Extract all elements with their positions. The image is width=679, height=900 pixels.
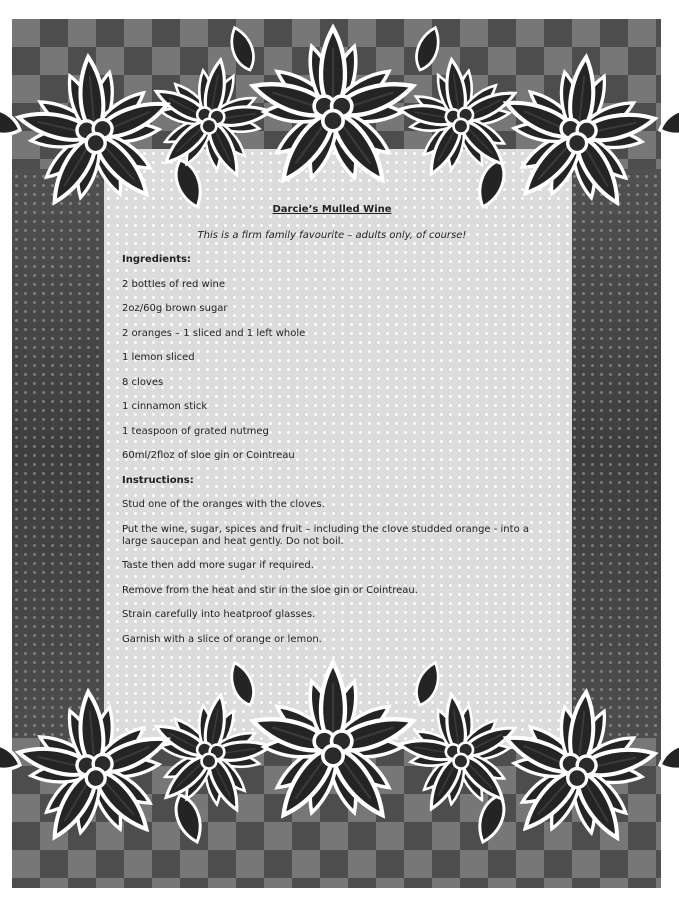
instructions-list	[122, 499, 542, 646]
instruction-step: Put the wine, sugar, spices and fruit – including the clove studded orange - into a large saucepan and heat gently. Do not boil.	[122, 523, 529, 547]
poinsettia-icon	[493, 684, 663, 848]
poinsettia-icon	[11, 685, 179, 846]
poinsettia-icon	[392, 51, 528, 182]
leaf-icon	[226, 659, 259, 708]
ingredient-item: 8 cloves	[122, 376, 164, 388]
instruction-step: Taste then add more sugar if required.	[122, 560, 314, 571]
instruction-step: Stud one of the oranges with the cloves.	[122, 499, 325, 510]
leaf-icon	[473, 791, 510, 845]
poinsettia-icon	[249, 28, 416, 187]
leaf-icon	[656, 100, 679, 141]
ingredient-item: 1 cinnamon stick	[122, 401, 208, 412]
ingredients-heading: Ingredients:	[122, 254, 191, 265]
poinsettia-icon	[11, 50, 179, 211]
leaf-icon	[411, 659, 444, 708]
poinsettia-icon	[141, 50, 280, 185]
instruction-step: Garnish with a slice of orange or lemon.	[122, 633, 322, 645]
leaf-icon	[473, 156, 510, 210]
leaf-icon	[411, 24, 444, 73]
ingredient-item: 2 oranges – 1 sliced and 1 left whole	[122, 327, 306, 339]
recipe-intro: This is a firm family favourite – adults only, of course!	[197, 230, 467, 241]
poinsettia-garland-bottom	[0, 645, 679, 875]
leaf-icon	[226, 24, 259, 73]
leaf-icon	[170, 791, 207, 845]
recipe-content	[122, 204, 542, 646]
leaf-icon	[656, 735, 679, 776]
ingredient-item: 2 bottles of red wine	[122, 278, 226, 290]
leaf-icon	[170, 156, 207, 210]
ingredient-item: 1 lemon sliced	[122, 352, 195, 363]
ingredient-item: 60ml/2floz of sloe gin or Cointreau	[122, 450, 295, 461]
poinsettia-icon	[392, 686, 528, 817]
instruction-step: Strain carefully into heatproof glasses.	[122, 609, 316, 620]
ingredient-item: 1 teaspoon of grated nutmeg	[122, 425, 269, 437]
recipe-title: Darcie’s Mulled Wine	[272, 204, 392, 215]
ingredients-list	[122, 279, 542, 463]
poinsettia-icon	[141, 685, 280, 820]
poinsettia-icon	[493, 49, 663, 213]
ingredient-item: 2oz/60g brown sugar	[122, 303, 228, 314]
poinsettia-icon	[249, 663, 416, 822]
instruction-step: Remove from the heat and stir in the sloe gin or Cointreau.	[122, 584, 418, 596]
instructions-heading: Instructions:	[122, 474, 194, 486]
